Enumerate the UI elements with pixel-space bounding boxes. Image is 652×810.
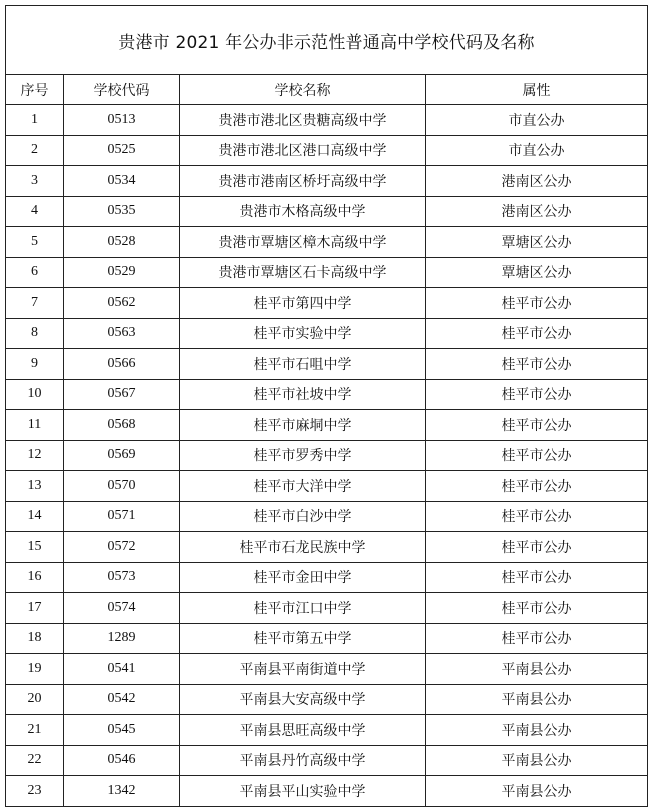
cell-seq: 8 xyxy=(6,318,64,349)
cell-seq: 15 xyxy=(6,532,64,563)
cell-attribute: 桂平市公办 xyxy=(426,501,648,532)
cell-code: 0570 xyxy=(64,471,180,502)
cell-code: 0545 xyxy=(64,715,180,746)
cell-attribute: 港南区公办 xyxy=(426,196,648,227)
cell-code: 0574 xyxy=(64,593,180,624)
cell-school-name: 贵港市覃塘区石卡高级中学 xyxy=(180,257,426,288)
table-body xyxy=(6,105,648,807)
cell-attribute: 桂平市公办 xyxy=(426,318,648,349)
cell-code: 0566 xyxy=(64,349,180,380)
cell-code: 0513 xyxy=(64,105,180,136)
table-title: 贵港市 2021 年公办非示范性普通高中学校代码及名称 xyxy=(6,6,648,75)
table-row xyxy=(6,471,648,502)
table-row xyxy=(6,227,648,258)
cell-code: 1342 xyxy=(64,776,180,807)
cell-code: 0562 xyxy=(64,288,180,319)
cell-attribute: 平南县公办 xyxy=(426,654,648,685)
cell-attribute: 桂平市公办 xyxy=(426,349,648,380)
cell-school-name: 平南县大安高级中学 xyxy=(180,684,426,715)
cell-school-name: 桂平市社坡中学 xyxy=(180,379,426,410)
cell-school-name: 桂平市实验中学 xyxy=(180,318,426,349)
cell-school-name: 贵港市港北区港口高级中学 xyxy=(180,135,426,166)
cell-seq: 20 xyxy=(6,684,64,715)
cell-code: 0541 xyxy=(64,654,180,685)
table-row xyxy=(6,776,648,807)
table-row xyxy=(6,623,648,654)
cell-code: 0529 xyxy=(64,257,180,288)
cell-code: 0568 xyxy=(64,410,180,441)
cell-seq: 9 xyxy=(6,349,64,380)
cell-seq: 2 xyxy=(6,135,64,166)
table-row xyxy=(6,501,648,532)
cell-school-name: 贵港市港南区桥圩高级中学 xyxy=(180,166,426,197)
table-row xyxy=(6,562,648,593)
header-name: 学校名称 xyxy=(180,75,426,105)
cell-code: 0546 xyxy=(64,745,180,776)
cell-seq: 13 xyxy=(6,471,64,502)
cell-seq: 4 xyxy=(6,196,64,227)
table-row xyxy=(6,410,648,441)
cell-attribute: 桂平市公办 xyxy=(426,532,648,563)
table-row xyxy=(6,257,648,288)
cell-code: 0525 xyxy=(64,135,180,166)
cell-code: 0528 xyxy=(64,227,180,258)
cell-seq: 10 xyxy=(6,379,64,410)
cell-attribute: 平南县公办 xyxy=(426,715,648,746)
cell-seq: 3 xyxy=(6,166,64,197)
cell-attribute: 桂平市公办 xyxy=(426,410,648,441)
cell-code: 0567 xyxy=(64,379,180,410)
cell-code: 0572 xyxy=(64,532,180,563)
table-row xyxy=(6,379,648,410)
header-code: 学校代码 xyxy=(64,75,180,105)
cell-school-name: 桂平市罗秀中学 xyxy=(180,440,426,471)
cell-seq: 21 xyxy=(6,715,64,746)
cell-attribute: 平南县公办 xyxy=(426,776,648,807)
header-row xyxy=(6,75,648,105)
cell-code: 0563 xyxy=(64,318,180,349)
cell-attribute: 桂平市公办 xyxy=(426,471,648,502)
cell-school-name: 平南县思旺高级中学 xyxy=(180,715,426,746)
cell-seq: 19 xyxy=(6,654,64,685)
table-row xyxy=(6,135,648,166)
cell-attribute: 覃塘区公办 xyxy=(426,257,648,288)
table-row xyxy=(6,532,648,563)
cell-seq: 23 xyxy=(6,776,64,807)
cell-seq: 14 xyxy=(6,501,64,532)
cell-code: 0542 xyxy=(64,684,180,715)
cell-school-name: 贵港市覃塘区樟木高级中学 xyxy=(180,227,426,258)
cell-code: 1289 xyxy=(64,623,180,654)
cell-school-name: 桂平市江口中学 xyxy=(180,593,426,624)
cell-seq: 16 xyxy=(6,562,64,593)
cell-seq: 7 xyxy=(6,288,64,319)
header-seq: 序号 xyxy=(6,75,64,105)
title-row xyxy=(6,6,648,75)
cell-attribute: 覃塘区公办 xyxy=(426,227,648,258)
cell-attribute: 桂平市公办 xyxy=(426,440,648,471)
cell-attribute: 桂平市公办 xyxy=(426,288,648,319)
cell-code: 0569 xyxy=(64,440,180,471)
cell-seq: 18 xyxy=(6,623,64,654)
cell-school-name: 桂平市白沙中学 xyxy=(180,501,426,532)
cell-attribute: 平南县公办 xyxy=(426,745,648,776)
cell-seq: 11 xyxy=(6,410,64,441)
cell-attribute: 桂平市公办 xyxy=(426,379,648,410)
table-row xyxy=(6,745,648,776)
table-row xyxy=(6,593,648,624)
cell-school-name: 桂平市石咀中学 xyxy=(180,349,426,380)
cell-school-name: 桂平市大洋中学 xyxy=(180,471,426,502)
cell-seq: 6 xyxy=(6,257,64,288)
cell-code: 0573 xyxy=(64,562,180,593)
cell-attribute: 桂平市公办 xyxy=(426,623,648,654)
table-row xyxy=(6,166,648,197)
cell-code: 0535 xyxy=(64,196,180,227)
cell-seq: 17 xyxy=(6,593,64,624)
school-table xyxy=(5,5,648,807)
cell-attribute: 平南县公办 xyxy=(426,684,648,715)
cell-code: 0571 xyxy=(64,501,180,532)
cell-seq: 12 xyxy=(6,440,64,471)
cell-school-name: 贵港市港北区贵糖高级中学 xyxy=(180,105,426,136)
cell-school-name: 平南县平南街道中学 xyxy=(180,654,426,685)
table-row xyxy=(6,318,648,349)
cell-school-name: 桂平市麻垌中学 xyxy=(180,410,426,441)
table-row xyxy=(6,105,648,136)
cell-school-name: 贵港市木格高级中学 xyxy=(180,196,426,227)
cell-seq: 1 xyxy=(6,105,64,136)
cell-school-name: 桂平市第五中学 xyxy=(180,623,426,654)
cell-seq: 22 xyxy=(6,745,64,776)
table-row xyxy=(6,715,648,746)
cell-school-name: 平南县平山实验中学 xyxy=(180,776,426,807)
table-row xyxy=(6,288,648,319)
cell-school-name: 桂平市金田中学 xyxy=(180,562,426,593)
cell-school-name: 平南县丹竹高级中学 xyxy=(180,745,426,776)
cell-attribute: 港南区公办 xyxy=(426,166,648,197)
table-row xyxy=(6,349,648,380)
table-row xyxy=(6,196,648,227)
table-row xyxy=(6,654,648,685)
header-attr: 属性 xyxy=(426,75,648,105)
cell-school-name: 桂平市石龙民族中学 xyxy=(180,532,426,563)
cell-attribute: 市直公办 xyxy=(426,105,648,136)
cell-attribute: 桂平市公办 xyxy=(426,593,648,624)
table-row xyxy=(6,684,648,715)
cell-attribute: 市直公办 xyxy=(426,135,648,166)
cell-code: 0534 xyxy=(64,166,180,197)
cell-attribute: 桂平市公办 xyxy=(426,562,648,593)
cell-school-name: 桂平市第四中学 xyxy=(180,288,426,319)
table-row xyxy=(6,440,648,471)
cell-seq: 5 xyxy=(6,227,64,258)
